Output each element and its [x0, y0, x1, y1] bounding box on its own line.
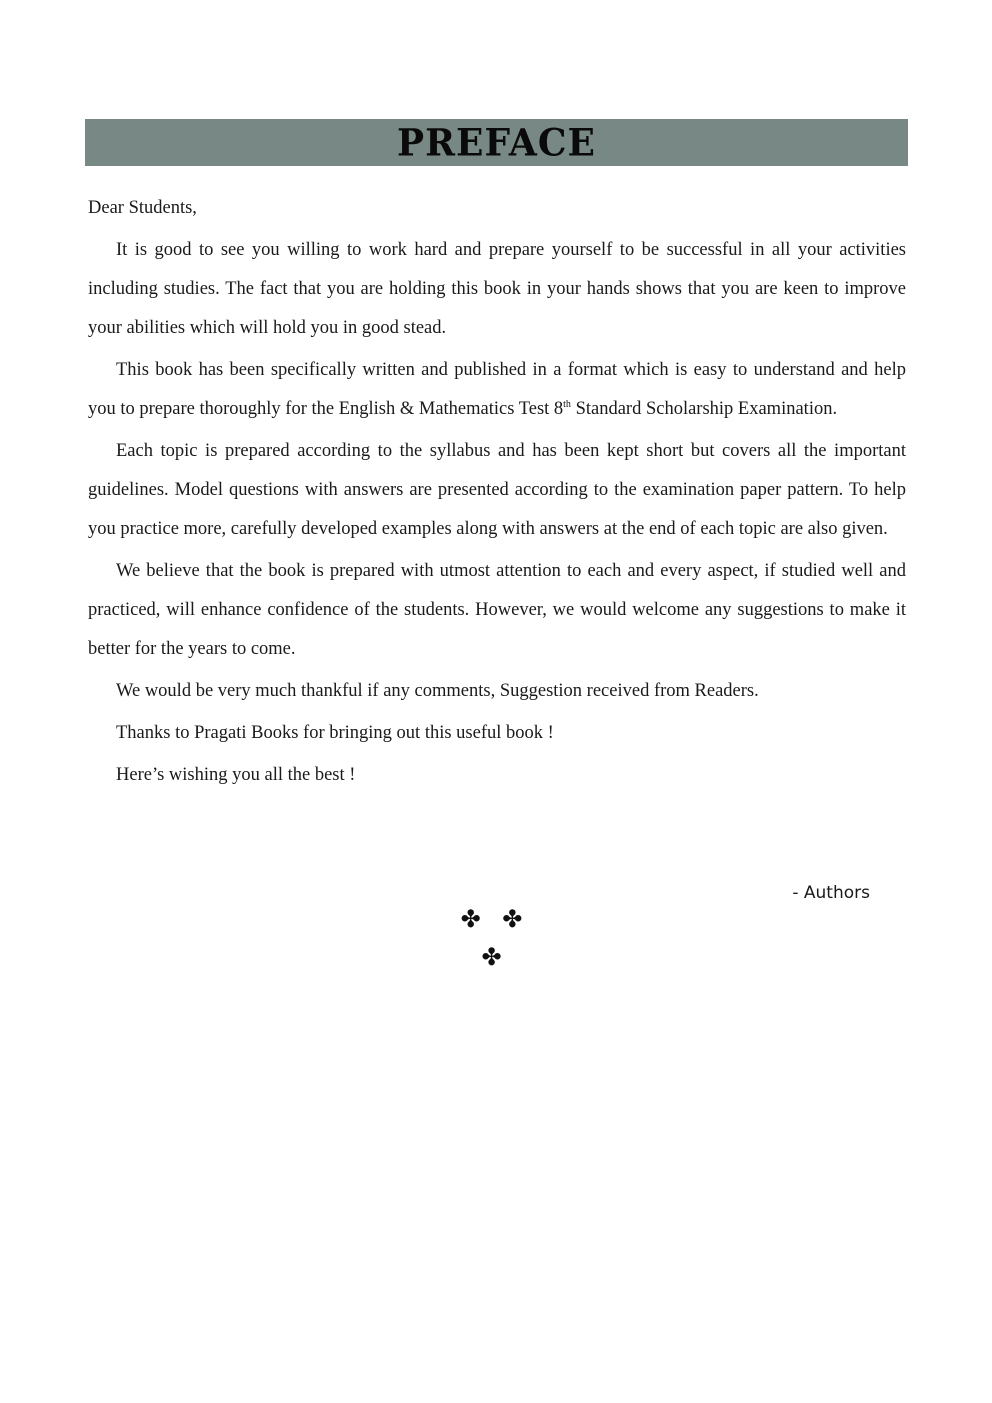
preface-body [88, 189, 906, 798]
ordinal-suffix: th [563, 398, 571, 410]
paragraph-2 [88, 351, 906, 429]
page-title: PREFACE [397, 120, 596, 165]
authors-signature: - Authors [792, 883, 870, 903]
salutation: Dear Students, [88, 198, 197, 218]
paragraph-6: Thanks to Pragati Books for bringing out this useful book ! [116, 723, 554, 743]
title-banner [85, 119, 908, 166]
paragraph-2-start: This book has been specifically written and published in a format which is easy to understand and help you to prepare thoroughly for the English & Mathematics Test 8 [88, 360, 906, 419]
paragraph-7: Here’s wishing you all the best ! [116, 765, 356, 785]
paragraph-5: We would be very much thankful if any comments, Suggestion received from Readers. [116, 681, 759, 701]
paragraph-2-end: Standard Scholarship Examination. [570, 399, 838, 419]
paragraph-1: It is good to see you willing to work hard and prepare yourself to be successful in all your activities including studies. The fact that you are holding this book in your hands shows that you are keen to improve your abilities which will hold you in good stead. [88, 240, 906, 338]
ornament-divider-icon: ✤ ✤ ✤ [460, 905, 530, 971]
paragraph-3: Each topic is prepared according to the syllabus and has been kept short but covers all the important guidelines. Model questions with answers are presented according to the examination paper pattern. To help you practice more, carefully developed examples along with answers at the end of each topic are also given. [88, 441, 906, 539]
paragraph-4: We believe that the book is prepared with utmost attention to each and every aspect, if studied well and practiced, will enhance confidence of the students. However, we would welcome any suggestions to make it better for the years to come. [88, 561, 906, 659]
